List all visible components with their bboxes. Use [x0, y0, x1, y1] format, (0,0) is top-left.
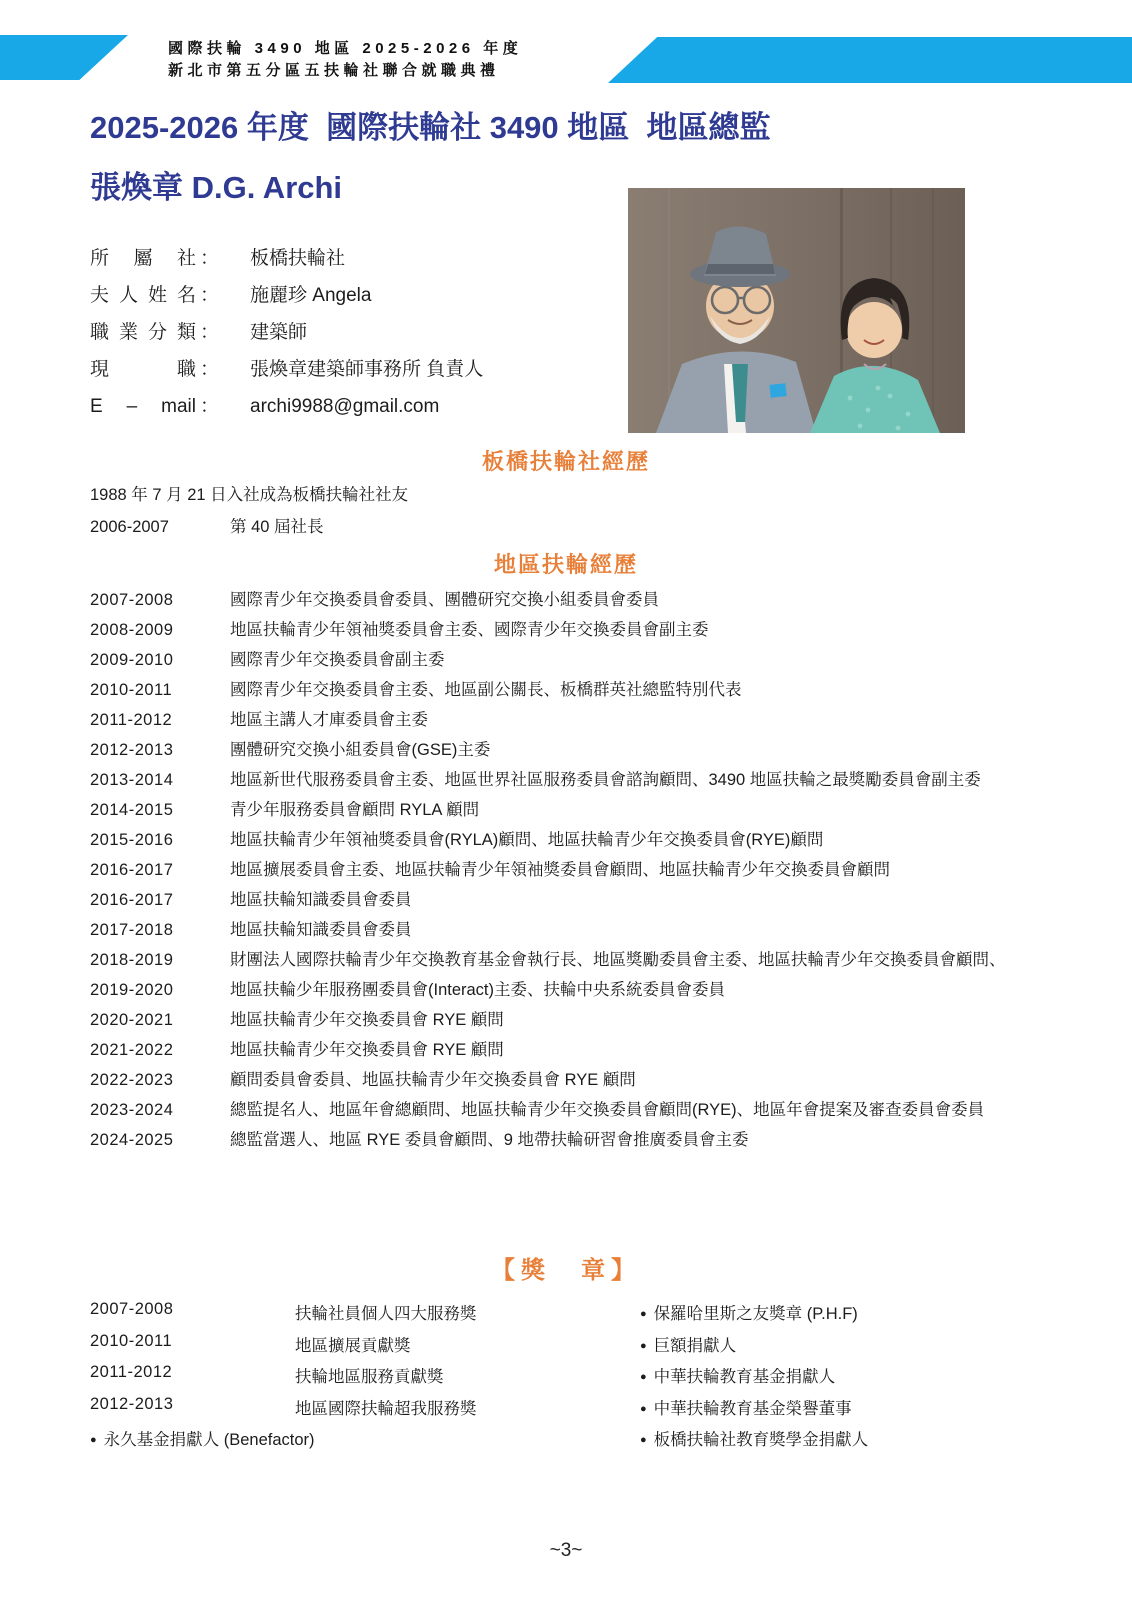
- district-row: [90, 708, 1042, 733]
- entry-text: 地區扶輪青少年領袖獎委員會主委、國際青少年交換委員會副主委: [230, 621, 709, 639]
- entry-text: 團體研究交換小組委員會(GSE)主委: [230, 741, 491, 759]
- page-number: ~3~: [549, 1540, 583, 1561]
- bullet-icon: ●: [90, 1434, 97, 1446]
- district-row: [90, 1128, 1042, 1153]
- bullet-icon: ●: [640, 1402, 647, 1415]
- awards-list: [90, 1300, 1082, 1458]
- profile-label: 所屬社: [90, 248, 196, 269]
- entry-text: 總監提名人、地區年會總顧問、地區扶輪青少年交換委員會顧問(RYE)、地區年會提案及審查委員會委員: [230, 1101, 985, 1119]
- entry-text: 第 40 屆社長: [230, 518, 324, 536]
- district-row: [90, 858, 1042, 883]
- award-left: 地區擴展貢獻獎: [295, 1336, 411, 1355]
- district-row: [90, 618, 1042, 643]
- year-range: 2021-2022: [90, 1041, 174, 1059]
- award-left: 扶輪社員個人四大服務獎: [295, 1305, 477, 1323]
- district-row: [90, 918, 1042, 943]
- year-range: 2013-2014: [90, 771, 174, 789]
- profile-label: 職業分類: [90, 322, 196, 343]
- header-line2: 新北市第五分區五扶輪社聯合就職典禮: [168, 61, 500, 79]
- district-row: [90, 948, 1042, 973]
- award-row: [90, 1332, 1082, 1364]
- award-text: 中華扶輪教育基金捐獻人: [653, 1368, 836, 1386]
- year-range: 2012-2013: [90, 1394, 174, 1413]
- district-row: [90, 798, 1042, 823]
- district-row: [90, 888, 1042, 913]
- profile-value: archi9988@gmail.com: [250, 396, 440, 417]
- year-range: 2007-2008: [90, 1300, 174, 1318]
- title-line1: 2025-2026 年度 國際扶輪社 3490 地區 地區總監: [90, 110, 771, 145]
- year-range: 2006-2007: [90, 518, 169, 536]
- year-range: 2019-2020: [90, 981, 174, 999]
- award-right: [640, 1332, 1082, 1356]
- club-joined-entry: 1988 年 7 月 21 日入社成為板橋扶輪社社友: [90, 486, 409, 504]
- award-row: [90, 1300, 1082, 1332]
- header-band-right-shape: [608, 37, 1132, 83]
- section-heading-district-history: 地區扶輪經歷: [493, 552, 638, 577]
- entry-text: 地區擴展委員會主委、地區扶輪青少年領袖獎委員會顧問、地區扶輪青少年交換委員會顧問: [230, 861, 890, 879]
- entry-text: 地區扶輪知識委員會委員: [230, 891, 412, 909]
- award-left: 扶輪地區服務貢獻獎: [295, 1368, 444, 1386]
- profile-value: 板橋扶輪社: [250, 248, 346, 269]
- district-row: [90, 978, 1042, 1003]
- award-text: 永久基金捐獻人 (Benefactor): [103, 1431, 315, 1449]
- entry-text: 地區扶輪青少年交換委員會 RYE 顧問: [230, 1011, 504, 1029]
- profile-label: E – mail: [90, 396, 196, 417]
- year-range: 2014-2015: [90, 801, 174, 819]
- district-row: [90, 768, 1042, 793]
- district-row: [90, 1038, 1042, 1063]
- entry-text: 國際青少年交換委員會主委、地區副公關長、板橋群英社總監特別代表: [230, 681, 742, 699]
- profile-row-spouse: [90, 280, 630, 317]
- district-row: [90, 678, 1042, 703]
- award-text: 中華扶輪教育基金榮譽董事: [653, 1399, 852, 1418]
- entry-text: 地區新世代服務委員會主委、地區世界社區服務委員會諮詢顧問、3490 地區扶輪之最獎勵委員會副主委: [230, 771, 981, 789]
- year-range: 2010-2011: [90, 681, 173, 699]
- profile-value: 施麗珍 Angela: [250, 285, 372, 306]
- award-text: 板橋扶輪社教育獎學金捐獻人: [653, 1431, 869, 1449]
- year-range: 2022-2023: [90, 1071, 174, 1089]
- year-range: 2007-2008: [90, 591, 174, 609]
- header-line1: 國際扶輪 3490 地區 2025-2026 年度: [168, 40, 523, 57]
- year-range: 2012-2013: [90, 741, 174, 759]
- couple-portrait-illustration: [628, 188, 965, 433]
- profile-row-occupation: [90, 317, 630, 354]
- bullet-icon: ●: [640, 1339, 647, 1352]
- colon: ：: [200, 359, 220, 380]
- district-row: [90, 588, 1042, 613]
- year-range: 2020-2021: [90, 1011, 174, 1029]
- entry-text: 總監當選人、地區 RYE 委員會顧問、9 地帶扶輪研習會推廣委員會主委: [230, 1131, 749, 1149]
- profile-label: 夫人姓名: [90, 285, 196, 306]
- district-row: [90, 1068, 1042, 1093]
- year-range: 2024-2025: [90, 1131, 174, 1149]
- year-range: 2011-2012: [90, 1363, 173, 1381]
- bullet-icon: ●: [640, 1434, 647, 1446]
- award-left: 地區國際扶輪超我服務獎: [295, 1399, 477, 1418]
- district-row: [90, 828, 1042, 853]
- year-range: 2008-2009: [90, 621, 174, 639]
- colon: ：: [200, 322, 220, 343]
- entry-text: 國際青少年交換委員會委員、團體研究交換小組委員會委員: [230, 591, 659, 609]
- year-range: 2010-2011: [90, 1331, 173, 1350]
- entry-text: 青少年服務委員會顧問 RYLA 顧問: [230, 801, 480, 819]
- entry-text: 國際青少年交換委員會副主委: [230, 651, 445, 669]
- header-band-left-shape: [0, 35, 128, 80]
- district-row: [90, 1098, 1042, 1123]
- entry-text: 地區扶輪知識委員會委員: [230, 921, 412, 939]
- award-left: [90, 1426, 640, 1450]
- colon: ：: [200, 248, 220, 269]
- profile-row-position: [90, 354, 630, 391]
- entry-text: 財團法人國際扶輪青少年交換教育基金會執行長、地區獎勵委員會主委、地區扶輪青少年交換委員會顧問、: [230, 951, 1006, 969]
- section-heading-club-history: 板橋扶輪社經歷: [481, 449, 650, 474]
- colon: ：: [200, 285, 220, 306]
- award-text: 保羅哈里斯之友獎章 (P.H.F): [653, 1305, 858, 1323]
- year-range: 2015-2016: [90, 831, 174, 849]
- award-footer-row: [90, 1426, 1082, 1458]
- award-text: 巨額捐獻人: [653, 1336, 737, 1355]
- district-history-list: [90, 588, 1042, 1158]
- profile-value: 建築師: [250, 322, 308, 343]
- club-history-list: [90, 483, 1042, 539]
- district-row: [90, 648, 1042, 673]
- award-right: [640, 1363, 1082, 1387]
- profile-fields: [90, 243, 630, 428]
- award-row: [90, 1395, 1082, 1427]
- year-range: 2016-2017: [90, 891, 174, 909]
- year-range: 2018-2019: [90, 951, 174, 969]
- year-range: 2009-2010: [90, 651, 174, 669]
- profile-row-club: [90, 243, 630, 280]
- entry-text: 地區扶輪青少年交換委員會 RYE 顧問: [230, 1041, 504, 1059]
- colon: ：: [200, 396, 220, 417]
- district-row: [90, 1008, 1042, 1033]
- award-row: [90, 1363, 1082, 1395]
- award-right: [640, 1300, 1082, 1324]
- year-range: 2016-2017: [90, 861, 174, 879]
- page-header: [168, 38, 522, 81]
- profile-label: 現職: [90, 359, 196, 380]
- entry-text: 地區主講人才庫委員會主委: [230, 711, 428, 729]
- award-right: [640, 1426, 1082, 1450]
- bullet-icon: ●: [640, 1308, 647, 1320]
- club-history-row: [90, 515, 1042, 539]
- bullet-icon: ●: [640, 1371, 647, 1383]
- entry-text: 顧問委員會委員、地區扶輪青少年交換委員會 RYE 顧問: [230, 1071, 636, 1089]
- entry-text: 地區扶輪少年服務團委員會(Interact)主委、扶輪中央系統委員會委員: [230, 981, 726, 999]
- portrait-photo: [628, 188, 965, 433]
- district-row: [90, 738, 1042, 763]
- title-line2: 張煥章 D.G. Archi: [90, 170, 343, 205]
- profile-value: 張煥章建築師事務所 負責人: [250, 359, 484, 380]
- year-range: 2011-2012: [90, 711, 173, 729]
- entry-text: 地區扶輪青少年領袖獎委員會(RYLA)顧問、地區扶輪青少年交換委員會(RYE)顧問: [230, 831, 824, 849]
- year-range: 2017-2018: [90, 921, 174, 939]
- section-heading-awards: 【獎 章】: [491, 1257, 641, 1284]
- profile-row-email: [90, 391, 630, 428]
- year-range: 2023-2024: [90, 1101, 174, 1119]
- award-right: [640, 1395, 1082, 1419]
